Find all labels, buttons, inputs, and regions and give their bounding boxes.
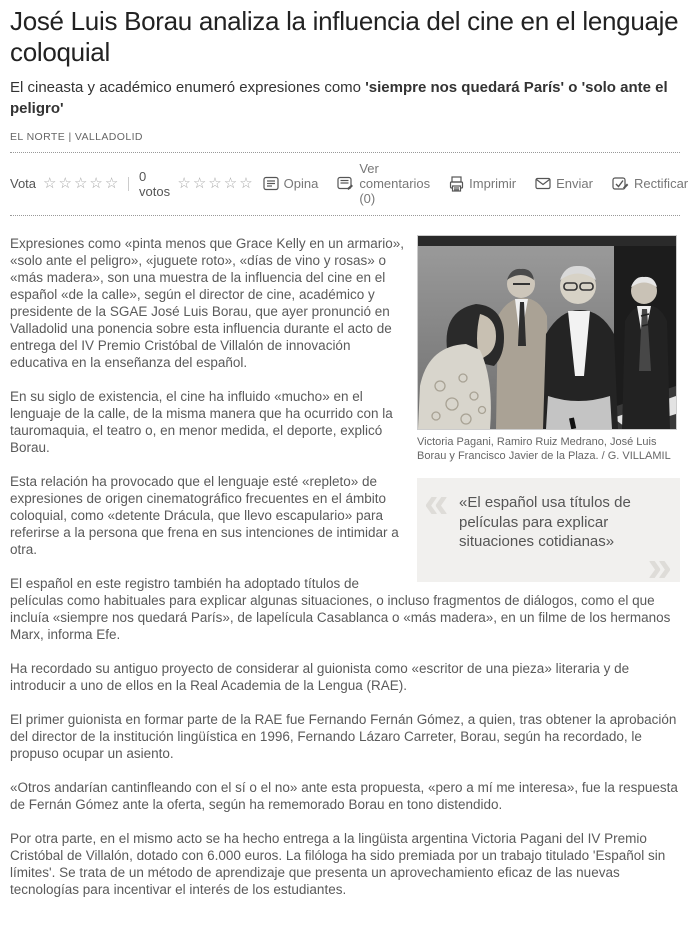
star-icon[interactable]: ☆ — [73, 175, 88, 192]
paragraph: Esta relación ha provocado que el lenguaje esté «repleto» de expresiones de origen cinematográfico frecuentes en el ámbito coloquial, como «detente Drácula, que llevo escapulario» para referirse a la persona que frena en sus intenciones de intimidar a otra. — [10, 474, 399, 557]
edit-icon — [612, 176, 629, 191]
opina-button[interactable] — [263, 176, 319, 191]
imprimir-button[interactable] — [449, 176, 516, 192]
vote-stars[interactable] — [43, 176, 118, 191]
photo-illustration — [418, 236, 676, 429]
star-icon[interactable]: ☆ — [58, 175, 72, 192]
vote-group — [10, 169, 263, 199]
page-title: José Luis Borau analiza la influencia del cine en el lenguaje coloquial — [10, 6, 679, 67]
paragraph: Por otra parte, en el mismo acto se ha hecho entrega a la lingüista argentina Victoria Pagani del IV Premio Cristóbal de Villalón, dotado con 6.000 euros. La filóloga ha sido premiada por un trabajo titulado 'Español sin límites'. Se trata de un método de aprendizaje que presenta un aprovechamiento eficaz de las nuevas tecnologías para incentivar el interés de los estudiantes. — [10, 831, 666, 897]
star-icon[interactable]: ☆ — [104, 175, 119, 192]
opina-label: Opina — [283, 176, 319, 191]
paragraph: En su siglo de existencia, el cine ha influido «mucho» en el lenguaje de la calle, de la misma manera que ha ocurrido con la tauromaquia, el teatro o, en menor medida, el deporte, explicó Borau. — [10, 389, 393, 455]
close-quote-icon: » — [647, 541, 672, 591]
comments-icon — [337, 176, 354, 191]
rectificar-button[interactable] — [612, 176, 688, 191]
pull-quote — [417, 478, 680, 591]
vote-label: Vota — [10, 176, 37, 191]
open-quote-icon: « — [424, 478, 449, 527]
action-buttons — [263, 161, 689, 206]
ver-comentarios-button[interactable] — [337, 161, 430, 206]
star-icon: ☆ — [177, 175, 191, 192]
byline: EL NORTE | VALLADOLID — [10, 131, 143, 143]
printer-icon — [449, 176, 464, 192]
media-column — [417, 235, 680, 591]
star-icon[interactable]: ☆ — [89, 175, 103, 192]
votes-count: 0 votos — [139, 168, 171, 199]
comment-icon — [263, 176, 279, 191]
article-toolbar — [10, 153, 689, 215]
enviar-label: Enviar — [556, 176, 593, 191]
vote-divider — [128, 177, 129, 191]
pull-quote-text: «El español usa títulos de películas para explicar situaciones cotidianas» — [459, 494, 631, 550]
imprimir-label: Imprimir — [469, 176, 517, 191]
star-icon[interactable]: ☆ — [43, 175, 57, 192]
rectificar-label: Rectificar — [633, 176, 689, 191]
star-icon: ☆ — [192, 175, 207, 192]
paragraph: «Otros andarían cantinfleando con el sí o el no» ante esta propuesta, «pero a mí me interesa», fue la respuesta de Fernán Gómez ante la oferta, según ha rememorado Borau en tono distendido. — [10, 780, 678, 812]
star-icon: ☆ — [223, 175, 238, 192]
paragraph: El español en este registro también ha adoptado títulos de películas como habituales para explicar algunas situaciones, o incluso fragmentos de diálogos, como el que incluía «siempre nos quedará París», de lapelícula Casablanca o «más madera», en un filme de los hermanos Marx, informa Efe. — [10, 576, 671, 642]
envelope-icon — [535, 177, 551, 190]
ver-comentarios-label: Ver comentarios (0) — [359, 161, 431, 206]
star-icon: ☆ — [239, 175, 253, 192]
star-icon: ☆ — [208, 175, 222, 192]
article-subtitle — [10, 77, 680, 119]
subtitle-bold-quotes: 'siempre nos quedará París' o 'solo ante el peligro' — [10, 79, 668, 117]
article-body — [10, 216, 680, 915]
paragraph: Ha recordado su antiguo proyecto de considerar al guionista como «escritor de una pieza» literaria y de introducir a uno de ellos en la Real Academia de la Lengua (RAE). — [10, 661, 630, 693]
paragraph: Expresiones como «pinta menos que Grace Kelly en un armario», «solo ante el peligro», «juguete roto», «días de vino y rosas» o «más madera», son una muestra de la influencia del cine en el español «de la calle», según el director de cine, académico y presidente de la SGAE José Luis Borau, que ayer pronunció en Valladolid una ponencia sobre esta influencia durante el acto de entrega del IV Premio Cristóbal de Villalón de innovación educativa en la enseñanza del español. — [10, 236, 404, 370]
paragraph: El primer guionista en formar parte de la RAE fue Fernando Fernán Gómez, a quien, tras obtener la aprobación del director de la institución lingüística en 1996, Fernando Lázaro Carreter, Borau, según ha recordado, le propuso ocupar un asiento. — [10, 712, 677, 761]
rating-stars — [177, 176, 252, 191]
enviar-button[interactable] — [535, 176, 593, 191]
photo-caption: Victoria Pagani, Ramiro Ruiz Medrano, José Luis Borau y Francisco Javier de la Plaza. / G. VILLAMIL — [417, 436, 671, 462]
subtitle-regular: El cineasta y académico enumeró expresiones como — [10, 79, 366, 96]
article-photo — [417, 235, 677, 430]
